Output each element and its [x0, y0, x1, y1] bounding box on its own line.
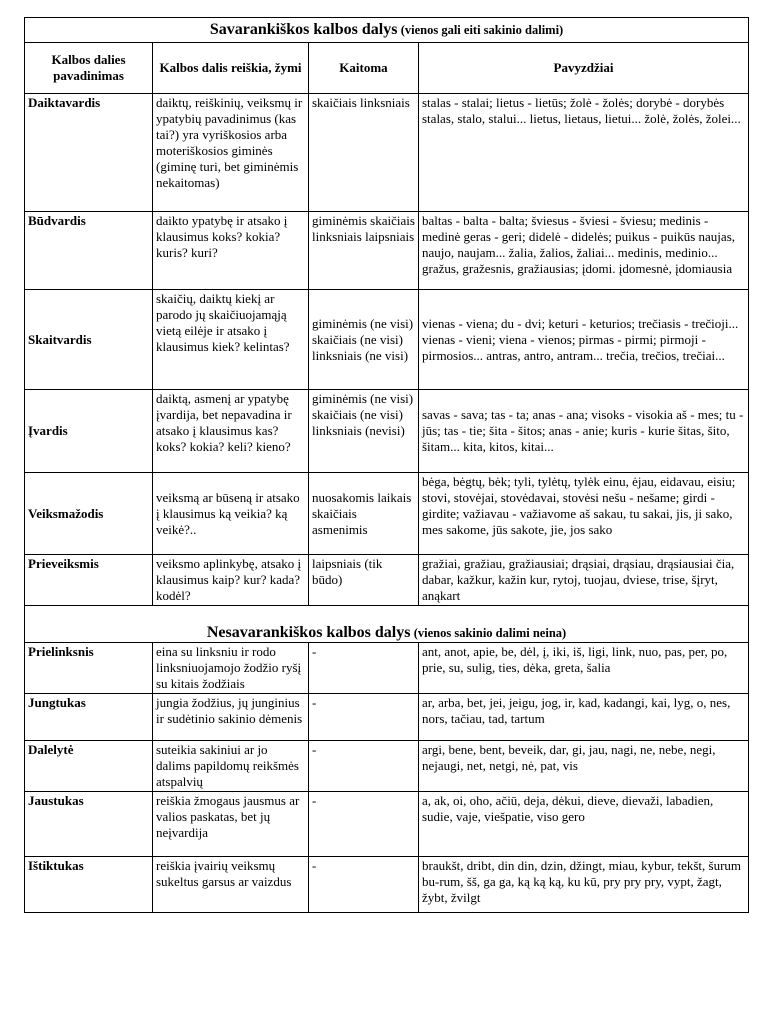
section-title-cell [25, 606, 749, 643]
part-inflection: skaičiais linksniais [309, 94, 419, 212]
part-inflection: laipsniais (tik būdo) [309, 555, 419, 606]
section1-subtitle: (vienos gali eiti sakinio dalimi) [400, 23, 564, 37]
part-name: Jungtukas [25, 694, 153, 741]
table-row [25, 212, 749, 290]
part-name: Prielinksnis [25, 643, 153, 694]
part-meaning: daiktų, reiškinių, veiksmų ir ypatybių pavadinimus (kas tai?) yra vyriškosios arba moteriškosios giminės (giminę turi, bet giminėmis nekaitomas) [153, 94, 309, 212]
part-name: Įvardis [25, 390, 153, 473]
part-name: Jaustukas [25, 792, 153, 857]
table-row [25, 741, 749, 792]
part-meaning: reiškia įvairių veiksmų sukeltus garsus ar vaizdus [153, 857, 309, 913]
part-examples: gražiai, gražiau, gražiausiai; drąsiai, drąsiau, drąsiausiai čia, dabar, kažkur, kažin kur, rytoj, tuojau, dviese, trise, šįryt, anąkart [419, 555, 749, 606]
header-examples: Pavyzdžiai [419, 43, 749, 94]
part-name: Prieveiksmis [25, 555, 153, 606]
part-examples: stalas - stalai; lietus - lietūs; žolė - žolės; dorybė - dorybės stalas, stalo, stalui... lietus, lietaus, lietui... žolė, žolės, žolei... [419, 94, 749, 212]
part-name: Skaitvardis [25, 290, 153, 390]
part-inflection: nuosakomis laikais skaičiais asmenimis [309, 473, 419, 555]
part-inflection: - [309, 792, 419, 857]
part-examples: braukšt, dribt, din din, dzin, džingt, miau, kybur, tekšt, šurum bu-rum, šš, ga ga, ką ką ką, ku kū, pry pry pry, vypt, žagt, žybt, žvilgt [419, 857, 749, 913]
part-examples: ant, anot, apie, be, dėl, į, iki, iš, ligi, link, nuo, pas, per, po, prie, su, sulig, ties, dėka, greta, šalia [419, 643, 749, 694]
table-row [25, 390, 749, 473]
part-meaning: skaičių, daiktų kiekį ar parodo jų skaičiuojamąją vietą eilėje ir atsako į klausimus kiek? kelintas? [153, 290, 309, 390]
header-name: Kalbos dalies pavadinimas [25, 43, 153, 94]
parts-of-speech-table [24, 17, 749, 913]
part-inflection: - [309, 643, 419, 694]
document-page [24, 17, 748, 913]
part-inflection: giminėmis (ne visi) skaičiais (ne visi) linksniais (nevisi) [309, 390, 419, 473]
table-row [25, 290, 749, 390]
part-examples: bėga, bėgtų, bėk; tyli, tylėtų, tylėk einu, ėjau, eidavau, eisiu; stovi, stovėjai, stovėdavai, stovėsi nešu - nešame; girdi - girdite; važiavau - važiavome aš sakau, tu sakai, jis, ji sako, mes sakome, jūs sakote, jie, jos sako [419, 473, 749, 555]
part-inflection: giminėmis (ne visi) skaičiais (ne visi) linksniais (ne visi) [309, 290, 419, 390]
part-name: Veiksmažodis [25, 473, 153, 555]
table-row [25, 643, 749, 694]
part-meaning: eina su linksniu ir rodo linksniuojamojo žodžio ryšį su kitais žodžiais [153, 643, 309, 694]
part-name: Ištiktukas [25, 857, 153, 913]
section1-title: Savarankiškos kalbos dalys [209, 21, 398, 38]
part-meaning: suteikia sakiniui ar jo dalims papildomų reikšmės atspalvių [153, 741, 309, 792]
part-meaning: reiškia žmogaus jausmus ar valios paskatas, bet jų neįvardija [153, 792, 309, 857]
part-examples: ar, arba, bet, jei, jeigu, jog, ir, kad, kadangi, kai, lyg, o, nes, nors, tačiau, tad, tartum [419, 694, 749, 741]
section2-subtitle: (vienos sakinio dalimi neina) [413, 626, 567, 640]
table-row [25, 792, 749, 857]
part-inflection: - [309, 694, 419, 741]
section-title-row [25, 18, 749, 43]
part-inflection: - [309, 857, 419, 913]
section-title-row [25, 606, 749, 643]
table-row [25, 555, 749, 606]
part-examples: argi, bene, bent, beveik, dar, gi, jau, nagi, ne, nebe, negi, nejaugi, net, netgi, nė, pat, vis [419, 741, 749, 792]
header-meaning: Kalbos dalis reiškia, žymi [153, 43, 309, 94]
section-title-cell [25, 18, 749, 43]
part-examples: a, ak, oi, oho, ačiū, deja, dėkui, dieve, dievaži, labadien, sudie, vaje, viešpatie, viso gero [419, 792, 749, 857]
part-meaning: daiktą, asmenį ar ypatybę įvardija, bet nepavadina ir atsako į klausimus kas? koks? kokia? keli? kieno? [153, 390, 309, 473]
header-row [25, 43, 749, 94]
part-meaning: veiksmo aplinkybę, atsako į klausimus kaip? kur? kada? kodėl? [153, 555, 309, 606]
table-row [25, 694, 749, 741]
part-meaning: daikto ypatybę ir atsako į klausimus koks? kokia? kuris? kuri? [153, 212, 309, 290]
part-meaning: jungia žodžius, jų junginius ir sudėtinio sakinio dėmenis [153, 694, 309, 741]
part-examples: savas - sava; tas - ta; anas - ana; visoks - visokia aš - mes; tu - jūs; tas - tie; šita - šitos; anas - anie; kuris - kurie šitas, šito, šitam... kita, kitos, kitai... [419, 390, 749, 473]
part-name: Būdvardis [25, 212, 153, 290]
table-row [25, 857, 749, 913]
part-examples: vienas - viena; du - dvi; keturi - keturios; trečiasis - trečioji... vienas - vieni; viena - vienos; pirmas - pirmi; pirmoji - pirmosios... antras, antro, antram... trečia, trečios, trečiai... [419, 290, 749, 390]
part-name: Dalelytė [25, 741, 153, 792]
part-inflection: giminėmis skaičiais linksniais laipsniais [309, 212, 419, 290]
part-name: Daiktavardis [25, 94, 153, 212]
section2-title: Nesavarankiškos kalbos dalys [206, 624, 411, 641]
part-inflection: - [309, 741, 419, 792]
part-examples: baltas - balta - balta; šviesus - šviesi - šviesu; medinis - medinė geras - geri; didelė - didelės; puikus - puikūs naujas, naujo, naujam... žalia, žalios, žaliai... medinis, medinio... gražus, gražesnis, gražiausias; įdomi. įdomesnė, įdomiausia [419, 212, 749, 290]
part-meaning: veiksmą ar būseną ir atsako į klausimus ką veikia? ką veikė?.. [153, 473, 309, 555]
table-row [25, 473, 749, 555]
header-inflection: Kaitoma [309, 43, 419, 94]
table-row [25, 94, 749, 212]
